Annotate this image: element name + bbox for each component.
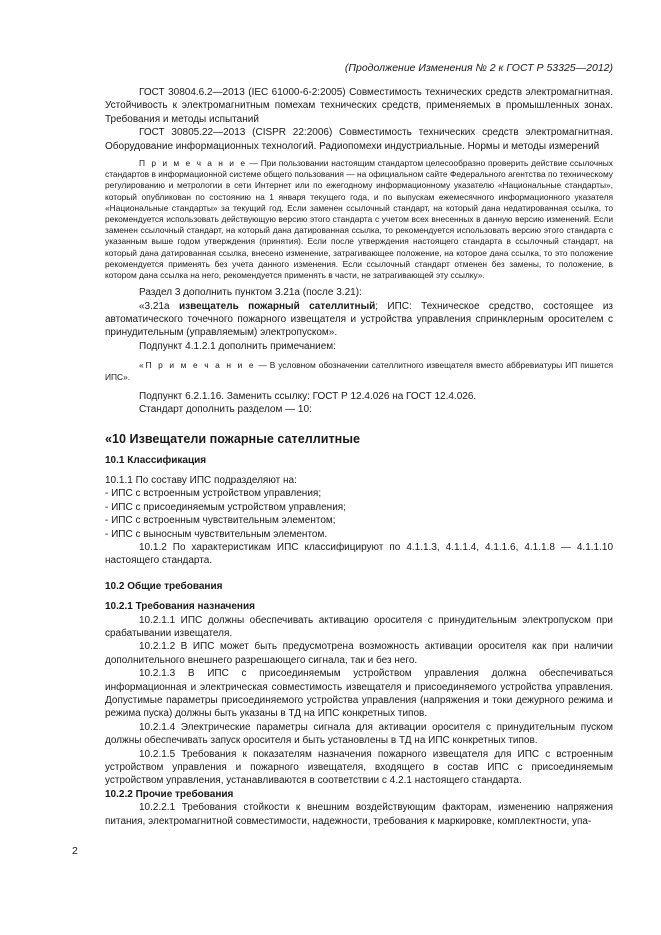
- clause-10-2-1-2: 10.2.1.2 В ИПС может быть предусмотрена возможность активации оросителя как при наличии дополнительного внешнего разрешающего сигнала, так и без него.: [105, 641, 613, 666]
- page-content: [105, 86, 613, 828]
- note-label: П р и м е ч а н и е: [139, 158, 247, 169]
- clause-10-2-1-1: 10.2.1.1 ИПС должны обеспечивать активацию оросителя с принудительным электропуском при срабатывании извещателя.: [105, 614, 613, 639]
- instruction-4-1-2-1: Подпункт 4.1.2.1 дополнить примечанием:: [139, 340, 336, 352]
- subsection-10-2-1-title: 10.2.1 Требования назначения: [105, 601, 255, 613]
- instruction-add-section-10: Стандарт дополнить разделом — 10:: [139, 404, 312, 416]
- reference-gost-30805: ГОСТ 30805.22—2013 (CISPR 22:2006) Совместимость технических средств электромагнитная. Оборудование информационных технологий. Радиопомехи индустриальные. Нормы и методы измерений: [105, 127, 613, 152]
- note-ips-designation: [105, 360, 613, 382]
- clause-10-2-2-1: 10.2.2.1 Требования стойкости к внешним воздействующим факторам, изменению напряжения питания, электромагнитной совместимости, надежности, требования к маркировке, комплектности, упа-: [105, 802, 613, 827]
- clause-10-2-1-3: 10.2.1.3 В ИПС с присоединяемым устройством управления должна обеспечиваться информационная и электрическая совместимость извещателя и присоединяемого устройства управления. Допустимые параметры присоединяемого устройства управления (напряжения и токи дежурного режима и режима пуска) должны быть указаны в ТД на ИПС конкретных типов.: [105, 668, 613, 720]
- clause-10-1-1: 10.1.1 По составу ИПС подразделяют на:: [105, 474, 297, 486]
- note-label: «П р и м е ч а н и е: [139, 360, 256, 371]
- definition-number: «3.21а: [139, 300, 179, 312]
- subsection-10-1-title: 10.1 Классификация: [105, 454, 207, 466]
- subsection-10-2-2-title: 10.2.2 Прочие требования: [105, 788, 234, 800]
- subsection-10-2-title: 10.2 Общие требования: [105, 580, 223, 592]
- instruction-section-3: Раздел 3 дополнить пунктом 3.21а (после 3.21):: [139, 287, 362, 299]
- clause-10-2-1-4: 10.2.1.4 Электрические параметры сигнала для активации оросителя с принудительным пуском должны обеспечивать запуск оросителя и быть установлены в ТД на ИПС конкретных типов.: [105, 721, 613, 747]
- list-item: - ИПС с встроенным чувствительным элементом;: [105, 515, 336, 527]
- clause-10-1-2: 10.1.2 По характеристикам ИПС классифицируют по 4.1.1.3, 4.1.1.4, 4.1.1.6, 4.1.1.8 — 4.1.1.10 настоящего стандарта.: [105, 541, 613, 567]
- note-text: — В условном обозначении сателлитного извещателя вместо аббревиатуры ИП пишется ИПС».: [105, 360, 613, 382]
- definition-text: ; ИПС: Техническое средство, состоящее из автоматического точечного пожарного извещателя и устройства управления спринклерным оросителем с принудительным (управляемым) электропуском».: [105, 300, 613, 339]
- running-header: (Продолжение Изменения № 2 к ГОСТ Р 53325—2012): [344, 62, 613, 74]
- definition-term: извещатель пожарный сателлитный: [178, 300, 376, 312]
- page-number: 2: [72, 845, 78, 857]
- section-10-title: «10 Извещатели пожарные сателлитные: [105, 431, 360, 446]
- note-references: [105, 158, 613, 281]
- reference-gost-30804: ГОСТ 30804.6.2—2013 (IEC 61000-6-2:2005) Совместимость технических средств электромагнитная. Устойчивость к электромагнитным помехам технических средств, применяемых в промышленных зонах. Требования и методы испытаний: [105, 87, 613, 125]
- definition-3-21a: [105, 300, 613, 340]
- clause-10-2-1-5: 10.2.1.5 Требования к показателям назначения пожарного извещателя для ИПС с встроенным устройством управления и пожарного извещателя, входящего в состав ИПС с присоединяемым устройством управления, устанавливаются в соответствии с 4.2.1 настоящего стандарта.: [105, 748, 613, 787]
- list-item: - ИПС с встроенным устройством управления;: [105, 488, 322, 500]
- list-item: - ИПС с выносным чувствительным элементом.: [105, 528, 328, 540]
- note-text: — При пользовании настоящим стандартом целесообразно проверить действие ссылочных стандартов в информационной системе общего пользования — на официальном сайте Федерального агентства по техническому регулированию и метрологии в сети Интернет или по ежегодному информационному указателю «Национальные стандарты», который опубликован по состоянию на 1 января текущего года, и по выпускам ежемесячного информационного указателя «Национальные стандарты» за текущий год. Если заменен ссылочный стандарт, на который дана недатированная ссылка, то рекомендуется использовать действующую версию этого стандарта с учетом всех внесенных в данную версию изменений. Если заменен ссылочный стандарт, на который дана датированная ссылка, то рекомендуется использовать версию этого стандарта с указанным выше годом утверждения (принятия). Если после утверждения настоящего стандарта в ссылочный стандарт, на который дана датированная ссылка, внесено изменение, затрагивающее положение, на которое дана ссылка, то это положение рекомендуется применять без учета данного изменения. Если ссылочный стандарт отменен без замены, то положение, в котором дана ссылка на него, рекомендуется применять в части, не затрагивающей эту ссылку».: [105, 158, 613, 281]
- instruction-6-2-1-16: Подпункт 6.2.1.16. Заменить ссылку: ГОСТ Р 12.4.026 на ГОСТ 12.4.026.: [139, 390, 477, 402]
- list-item: - ИПС с присоединяемым устройством управления;: [105, 501, 346, 513]
